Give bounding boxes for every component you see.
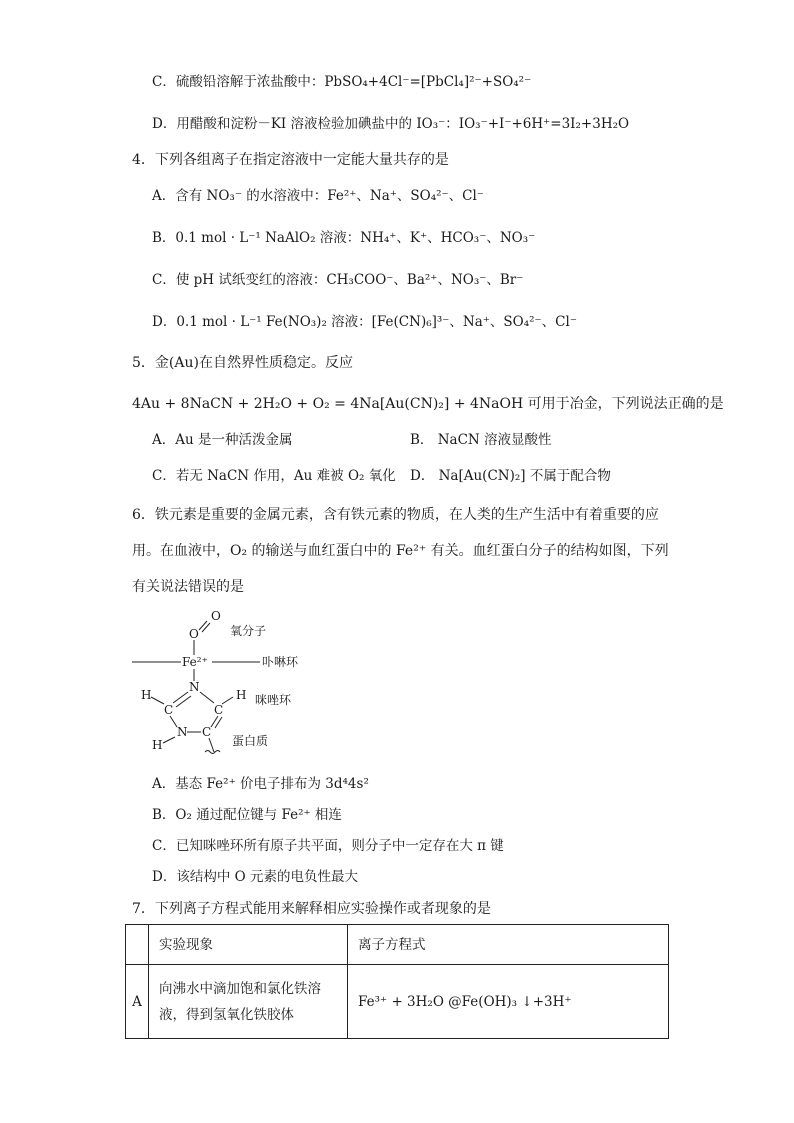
q6-stem-line2: 用。在血液中，O₂ 的输送与血红蛋白中的 Fe²⁺ 有关。血红蛋白分子的结构如图，下列 [132, 543, 669, 559]
atom-o-bound: O [189, 627, 199, 641]
bond-n-h-lower [163, 737, 175, 743]
q7-stem: 7．下列离子方程式能用来解释相应实验操作或者现象的是 [132, 901, 491, 917]
q4-option-b: B．0.1 mol · L⁻¹ NaAlO₂ 溶液：NH₄⁺、K⁺、HCO₃⁻、NO₃⁻ [152, 230, 536, 246]
q5-option-d: D． Na[Au(CN)₂] 不属于配合物 [410, 468, 611, 484]
q6-option-b: B．O₂ 通过配位键与 Fe²⁺ 相连 [152, 807, 342, 823]
q7-row-a-phenomenon-line2: 液，得到氢氧化铁胶体 [159, 1006, 294, 1023]
q7-row-a-phenomenon [149, 965, 348, 1039]
label-porphyrin-ring: 卟啉环 [262, 655, 299, 669]
label-protein: 蛋白质 [232, 734, 269, 748]
table-row [126, 965, 669, 1039]
bond-c-h-right [222, 697, 233, 704]
bond-n-c-right [200, 692, 214, 703]
q7-table [125, 924, 669, 1039]
q6-option-d: D．该结构中 O 元素的电负性最大 [152, 869, 358, 885]
atom-c-right: C [214, 703, 224, 717]
bond-n-c-left-2 [176, 696, 191, 707]
label-oxygen-molecule: 氧分子 [230, 624, 267, 638]
bond-c-n-lower [170, 716, 177, 727]
label-imidazole-ring: 咪唑环 [255, 693, 292, 707]
bond-c-protein [209, 738, 214, 752]
q5-equation: 4Au + 8NaCN + 2H₂O + O₂ = 4Na[Au(CN)₂] + 4NaOH 可用于冶金，下列说法正确的是 [132, 396, 724, 412]
q7-row-a-label: A [126, 965, 149, 1039]
q7-table-header-row [126, 925, 669, 965]
atom-h-left: H [141, 688, 152, 702]
q7-header-phenomenon: 实验现象 [149, 925, 348, 965]
q7-row-a-equation: Fe³⁺ + 3H₂O @Fe(OH)₃ ↓+3H⁺ [348, 965, 669, 1039]
q5-stem: 5．金(Au)在自然界性质稳定。反应 [132, 355, 353, 371]
atom-fe: Fe²⁺ [182, 655, 208, 669]
q6-option-a: A．基态 Fe²⁺ 价电子排布为 3d⁴4s² [152, 776, 369, 792]
q4-option-c: C．使 pH 试纸变红的溶液：CH₃COO⁻、Ba²⁺、NO₃⁻、Br⁻ [152, 272, 524, 288]
atom-c-left: C [164, 703, 174, 717]
bond-o-o-1 [199, 621, 207, 630]
q7-header-blank [126, 925, 149, 965]
q6-stem-line3: 有关说法错误的是 [132, 579, 244, 595]
atom-n-upper: N [189, 680, 200, 694]
q6-option-c: C．已知咪唑环所有原子共平面，则分子中一定存在大 π 键 [152, 838, 504, 854]
q4-option-a: A．含有 NO₃⁻ 的水溶液中：Fe²⁺、Na⁺、SO₄²⁻、Cl⁻ [152, 188, 484, 204]
q3-option-c-label: C．硫酸铅溶解于浓盐酸中： [152, 74, 325, 90]
bond-c-h-left [151, 697, 164, 704]
atom-c-lower: C [202, 725, 212, 739]
atom-o-top: O [211, 609, 221, 623]
bond-n-c-left-1 [173, 692, 188, 703]
q3-option-d-label: D．用醋酸和淀粉－KI 溶液检验加碘盐中的 IO₃⁻： [152, 116, 459, 132]
atom-h-lower: H [152, 738, 163, 752]
q5-option-b: B． NaCN 溶液显酸性 [410, 432, 552, 448]
q7-row-a-phenomenon-line1: 向沸水中滴加饱和氯化铁溶 [159, 980, 321, 997]
q4-stem: 4．下列各组离子在指定溶液中一定能大量共存的是 [132, 152, 449, 168]
atom-n-lower: N [177, 725, 188, 739]
q5-option-c: C．若无 NaCN 作用，Au 难被 O₂ 氧化 [152, 468, 396, 484]
atom-h-right: H [236, 688, 247, 702]
q6-stem-line1: 6．铁元素是重要的金属元素，含有铁元素的物质，在人类的生产生活中有着重要的应 [132, 507, 659, 523]
q7-header-equation: 离子方程式 [348, 925, 669, 965]
q4-option-d: D．0.1 mol · L⁻¹ Fe(NO₃)₂ 溶液：[Fe(CN)₆]³⁻、Na⁺、SO₄²⁻、Cl⁻ [152, 314, 577, 330]
q3-option-d-formula: IO₃⁻+I⁻+6H⁺=3I₂+3H₂O [458, 116, 630, 132]
q3-option-c-formula: PbSO₄+4Cl⁻=[PbCl₄]²⁻+SO₄²⁻ [324, 74, 532, 90]
bond-o-o-2 [202, 623, 210, 632]
protein-wavy-bond [205, 751, 220, 754]
q5-option-a: A．Au 是一种活泼金属 [152, 432, 293, 448]
